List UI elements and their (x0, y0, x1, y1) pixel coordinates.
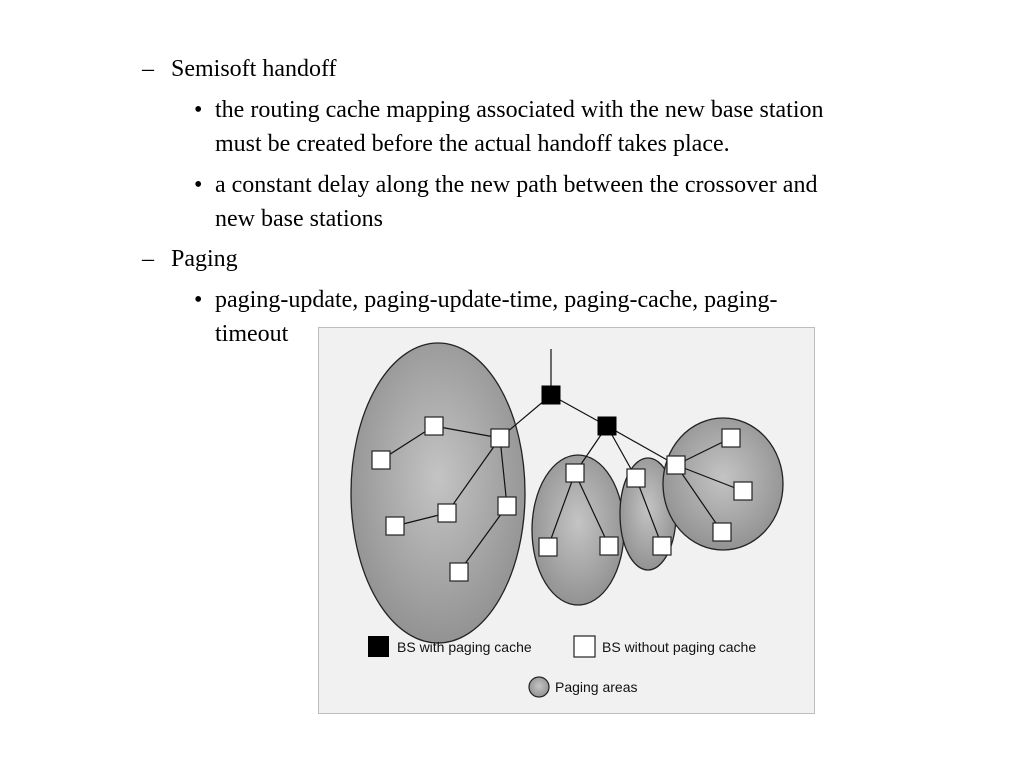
legend-with-cache-label: BS with paging cache (397, 639, 532, 655)
dash-marker: – (142, 56, 154, 82)
bs-node (667, 456, 685, 474)
bs-with-cache-node (598, 417, 616, 435)
paging-areas-diagram (318, 327, 815, 714)
bs-node (722, 429, 740, 447)
legend-empty-square (574, 636, 595, 657)
paging-area-1 (351, 343, 525, 643)
bs-node (372, 451, 390, 469)
bullet-marker: • (194, 97, 203, 123)
legend-paging-area-swatch (529, 677, 549, 697)
bs-node (600, 537, 618, 555)
legend-paging-areas-label: Paging areas (555, 679, 638, 695)
bullet-1-line-2: must be created before the actual handoff takes place. (215, 131, 730, 157)
bullet-marker: • (194, 172, 203, 198)
bullet-marker: • (194, 287, 203, 313)
bs-node (498, 497, 516, 515)
heading-paging: Paging (171, 246, 238, 272)
bullet-3-line-2: timeout (215, 321, 289, 347)
heading-semisoft-handoff: Semisoft handoff (171, 56, 337, 82)
bs-node (425, 417, 443, 435)
bs-node (539, 538, 557, 556)
bullet-2-line-1: a constant delay along the new path between the crossover and (215, 172, 818, 198)
bs-node (438, 504, 456, 522)
bullet-1-line-1: the routing cache mapping associated with the new base station (215, 97, 824, 123)
bs-node (491, 429, 509, 447)
bs-node (713, 523, 731, 541)
bullet-3-line-1: paging-update, paging-update-time, paging-cache, paging- (215, 287, 778, 313)
legend-without-cache-label: BS without paging cache (602, 639, 757, 655)
bs-node (627, 469, 645, 487)
bs-node (566, 464, 584, 482)
legend-filled-square (368, 636, 389, 657)
bs-node (653, 537, 671, 555)
bullet-2-line-2: new base stations (215, 206, 383, 232)
bs-node (450, 563, 468, 581)
bs-with-cache-node (542, 386, 560, 404)
bs-node (734, 482, 752, 500)
bs-node (386, 517, 404, 535)
dash-marker: – (142, 246, 154, 272)
